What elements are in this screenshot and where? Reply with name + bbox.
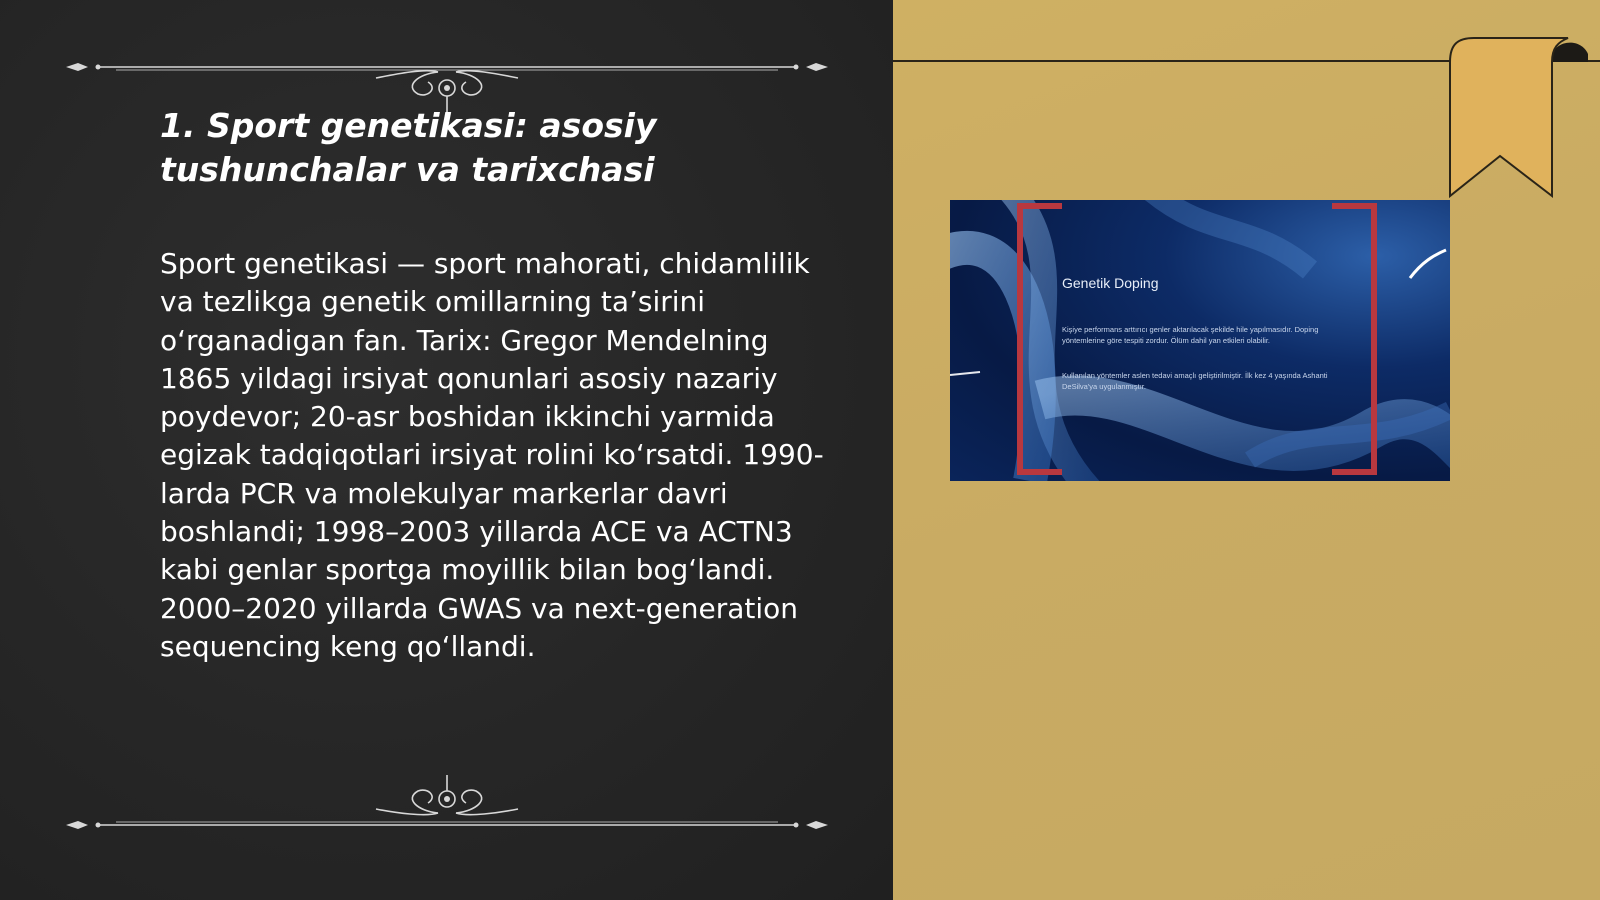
thumbnail-paragraph: Kullanılan yöntemler aslen tedavi amaçlı geliştirilmiştir. İlk kez 4 yaşında Ashanti DeSilva'ya uygulanmıştır.: [1062, 371, 1328, 391]
slide-body-text: Sport genetikasi — sport mahorati, chidamlilik va tezlikga genetik omillarning ta’sirini o‘rganadigan fan. Tarix: Gregor Mendelning 1865 yildagi irsiyat qonunlari asosiy nazariy poydevor; 20-asr boshidan ikkinchi yarmida egizak tadqiqotlari irsiyat rolini ko‘rsatdi. 1990-larda PCR va molekulyar markerlar davri boshlandi; 1998–2003 yillarda ACE va ACTN3 kabi genlar sportga moyillik bilan bog‘landi. 2000–2020 yillarda GWAS va next-generation sequencing keng qo‘llandi.: [160, 247, 824, 663]
thumbnail-title: Genetik Doping: [1062, 275, 1159, 291]
thumbnail-paragraph: Kişiye performans arttırıcı genler aktarılacak şekilde hile yapılmasıdır. Doping yöntemlerine göre tespiti zordur. Ölüm dahil yan etkileri olabilir.: [1062, 325, 1319, 345]
slide-title: 1. Sport genetikasi: asosiy tushunchalar va tarixchasi: [160, 106, 657, 189]
embedded-slide-image: [950, 200, 1450, 481]
ornamental-divider-bottom: [66, 775, 828, 835]
bookmark-ribbon-icon: [1430, 36, 1600, 201]
ornamental-divider-top: [66, 50, 828, 110]
